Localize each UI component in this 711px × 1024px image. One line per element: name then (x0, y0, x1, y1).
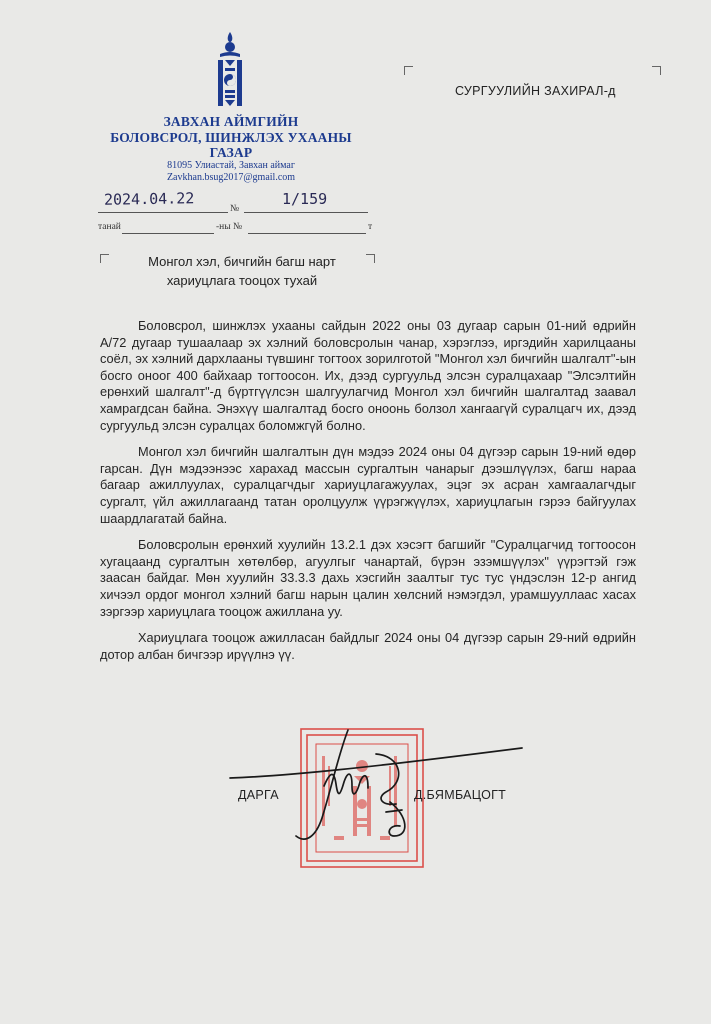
body-paragraph-2: Монгол хэл бичгийн шалгалтын дүн мэдээ 2024 оны 04 дүгээр сарын 19-ний өдөр гарсан. Дүн мэдээнээс харахад массын сургалтын чанарыг дээшлүүлэх, багш нараа багаар ажиллуулах, суралцагчдыг хариуцлагажуулах, эцэг эх асран хамгаалагчдыг сургалт, үйл ажиллагаанд татан оролцуулж үүрэгжүүлэх, хариуцлагын гэрээ байгуулах шаардлагатай байна. (100, 444, 636, 526)
t-label: т (368, 222, 373, 232)
subject-line-1: Монгол хэл, бичгийн багш нарт (148, 254, 336, 269)
addressee: СУРГУУЛИЙН ЗАХИРАЛ-д (455, 84, 616, 98)
letter-body (100, 318, 636, 673)
email-address: Zavkhan.bsug2017@gmail.com (166, 172, 296, 183)
number-underline (244, 212, 368, 213)
body-paragraph-3: Боловсролын ерөнхий хуулийн 13.2.1 дэх хэсэгт багшийг "Суралцагчид тогтоосон хугацаанд сургалтын хөтөлбөр, агуулгыг чанартай, бүрэн эзэмшүүлэх" үүрэгтэй гэж заасан байдаг. Мөн хуулийн 33.3.3 дахь хэсгийн заалтыг тус тус үндэслэн 12-р ангид хичээл ордог монгол хэлний багш нарын цалин хөлсний нэмэгдэл, урамшууллаас хасах зэргээр хариуцлага тооцож ажиллана уу. (100, 537, 636, 619)
state-emblem-icon (206, 30, 254, 112)
org-line-2: БОЛОВСРОЛ, ШИНЖЛЭХ УХААНЫ (110, 129, 352, 145)
org-line-3: ГАЗАР (209, 145, 253, 160)
letter-subject (112, 252, 372, 290)
letter-date: 2024.04.22 (103, 189, 195, 209)
to-underline (122, 233, 214, 234)
subject-corner-left (100, 254, 109, 263)
addressee-corner-right (652, 66, 661, 75)
letter-number: 1/159 (282, 190, 328, 208)
ref-label: -ны № (216, 222, 243, 232)
organization-name (96, 114, 366, 161)
signatory-name: Д.БЯМБАЦОГТ (414, 788, 507, 802)
org-line-1: ЗАВХАН АЙМГИЙН (163, 114, 299, 129)
body-paragraph-4: Хариуцлага тооцож ажилласан байдлыг 2024 оны 04 дүгээр сарын 29-ний өдрийн дотор албан бичгээр ирүүлнэ үү. (100, 630, 636, 662)
organization-address (96, 160, 366, 184)
to-label: танай (98, 222, 121, 232)
addressee-corner-left (404, 66, 413, 75)
body-paragraph-1: Боловсрол, шинжлэх ухааны сайдын 2022 оны 03 дугаар сарын 01-ний өдрийн А/72 дугаар тушаалаар эх хэлний боловсролын чанар, хэрэглээ, иргэдийн харилцааны соёл, эх хэлний дархлааны түвшинг тогтоох зорилготой "Монгол хэл бичгийн шалгалт"-ын босго оноог 400 байхаар тогтоосон. Их, дээд сургуульд элсэн суралцахаар "Элсэлтийн ерөнхий шалгалт"-д бүртгүүлсэн шалгуулагчид Монгол хэл бичгийн шалгалтад заавал хамрагдсан байна. Энэхүү шалгалтад босго оноонь болзол хангаагүй суралцагч их, дээд сургуульд элсэн суралцах боломжгүй болно. (100, 318, 636, 433)
number-sign: № (230, 204, 240, 214)
subject-line-2: хариуцлага тооцох тухай (166, 273, 318, 288)
date-underline (98, 212, 228, 213)
signatory-title: ДАРГА (238, 788, 279, 802)
ref-underline (248, 233, 366, 234)
postal-address: 81095 Улиастай, Завхан аймаг (167, 160, 295, 171)
